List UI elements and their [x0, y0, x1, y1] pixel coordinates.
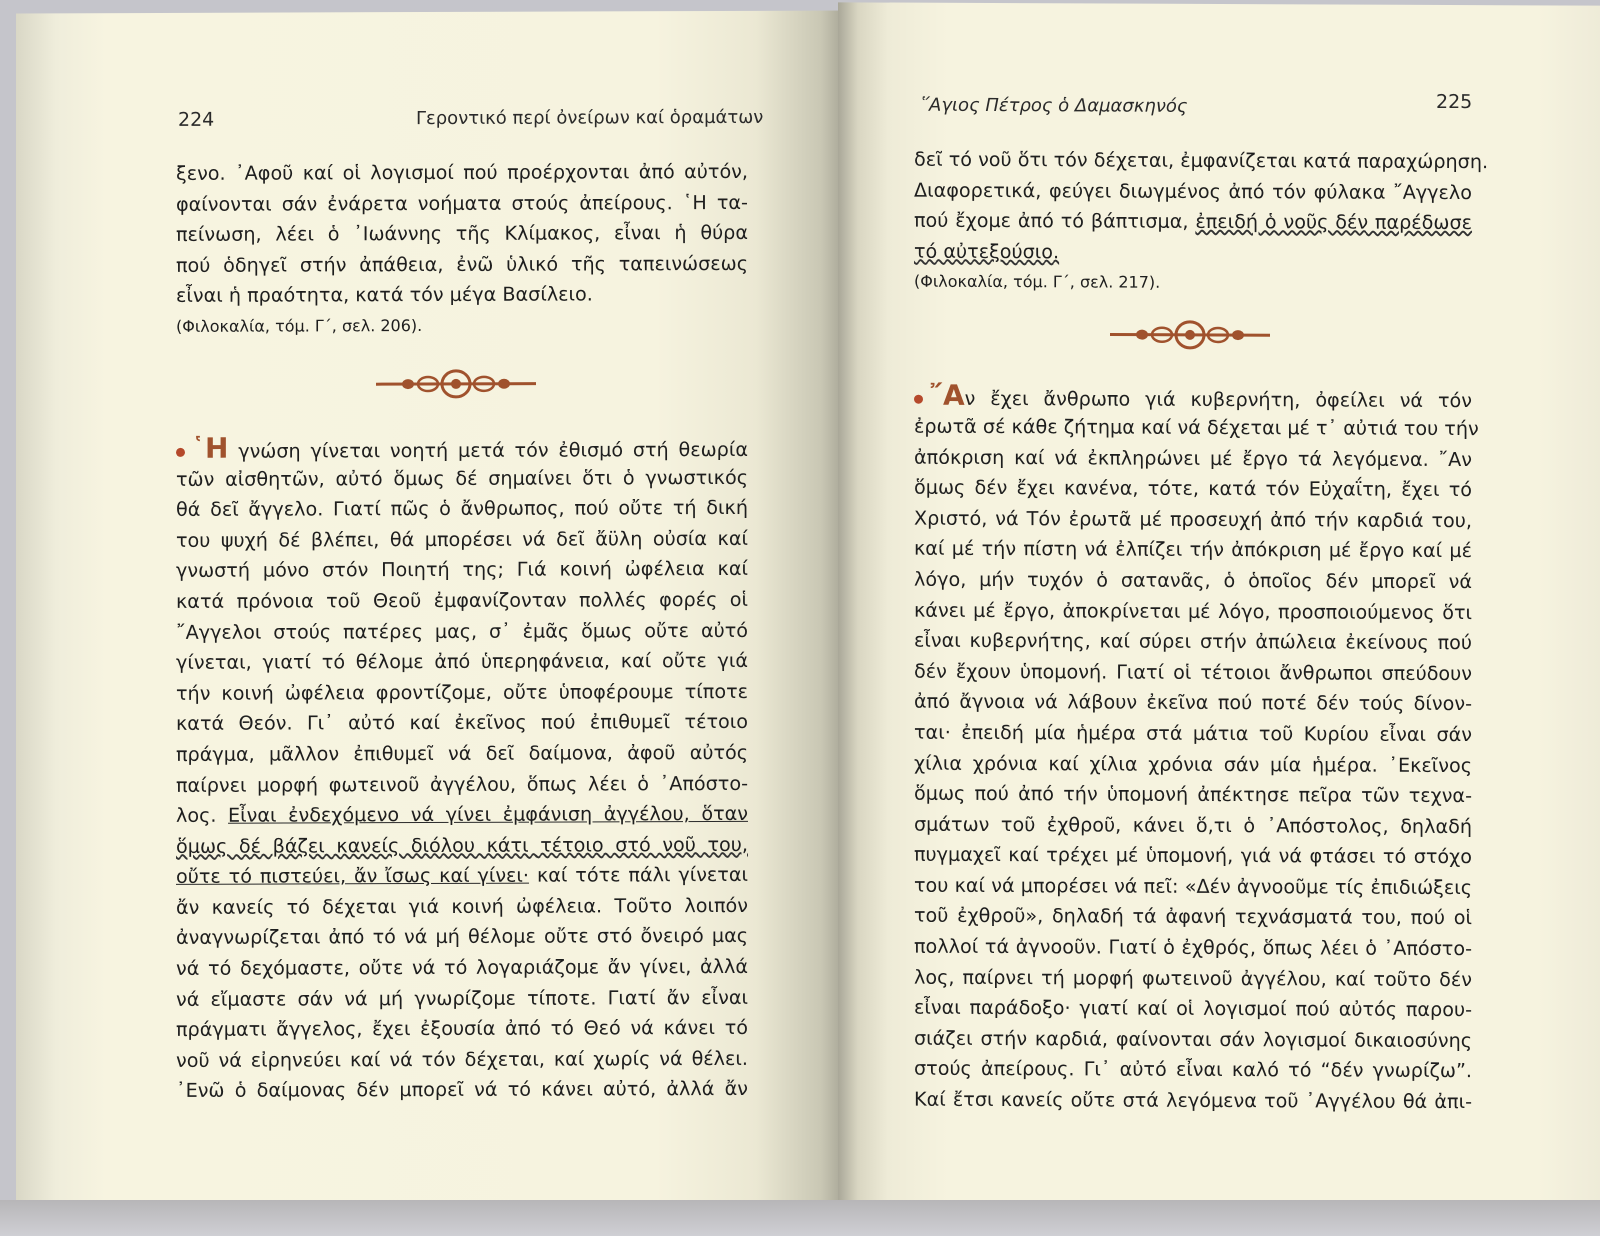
decorative-ornament-icon: [1110, 318, 1270, 353]
text-line: νοῦ νά εἰρηνεύει καί νά τόν δέχεται, καί χωρίς νά θέλει.: [176, 1046, 748, 1072]
bullet-icon: [914, 395, 923, 404]
left-running-head: Γεροντικό περί ὀνείρων καί ὁραμάτων: [416, 106, 764, 130]
text-line: πράγμα, μᾶλλον ἐπιθυμεῖ νά δεῖ δαίμονα, ἀφοῦ αὐτός: [176, 740, 748, 766]
text-line: γίνεται, γιατί τό θέλομε ἀπό ὑπερηφάνεια, καί οὔτε γιά: [176, 649, 748, 675]
text-line: τοῦ ἐχθροῦ», δηλαδή τά ἀφανή τεχνάσματά του, πού οἱ: [914, 904, 1472, 930]
text-line: λος, παίρνει τή μορφή φωτεινοῦ ἀγγέλου, καί τοῦτο δέν: [914, 965, 1472, 991]
initial-letter: ῎Α: [929, 379, 965, 413]
left-text-block: [176, 157, 748, 1107]
text-line: λόγο, μήν τυχόν ὁ σατανᾶς, ὁ ὁποῖος δέν μπορεῖ νά: [914, 567, 1472, 594]
underlined-text: οὔτε τό πιστεύει, ἄν ἴσως καί γίνει·: [176, 863, 530, 889]
text-line: δέν ἔχουν ὑπομονή. Γιατί οἱ τέτοιοι ἄνθρωποι σπεύδουν: [914, 659, 1472, 685]
text-line: ἀπόκριση καί νά ἐκπληρώνει μέ ἔργο τά λεγόμενα. ῎Αν: [914, 445, 1472, 471]
text-line: ξενο. ᾿Αφοῦ καί οἱ λογισμοί πού προέρχονται ἀπό αὐτόν,: [176, 159, 748, 185]
text-line: [176, 830, 748, 863]
text-line: νά τό δεχόμαστε, οὔτε νά τό λογαριάζομε ἄν γίνει, ἀλλά: [176, 954, 748, 980]
decorative-ornament-icon: [376, 367, 536, 402]
text-line: πράγματι ἄγγελος, ἔχει ἐξουσία ἀπό τό Θεό νά κάνει τό: [176, 1016, 748, 1042]
text-line: χίλια χρόνια καί χίλια χρόνια σάν μία ἡμέρα. ᾿Εκεῖνος: [914, 751, 1472, 777]
text-line: θά δεῖ ἄγγελο. Γιατί πῶς ὁ ἄνθρωπος, πού οὔτε τή δική: [176, 496, 748, 522]
ornament-spacer: [914, 297, 1472, 383]
text-line: ἀναγνωρίζεται ἀπό τό νά μή θέλομε οὔτε στό ὄνειρό μας: [176, 924, 748, 950]
text-line: ἐρωτᾶ σέ κάθε ζήτημα καί νά δέχεται μέ τ᾿ αὐτιά του τήν: [914, 414, 1479, 441]
text-line: παίρνει μορφή φωτεινοῦ ἀγγέλου, ὅπως λέει ὁ ᾿Απόστο-: [176, 771, 748, 797]
text-line: πείνωση, λέει ὁ ᾿Ιωάννης τῆς Κλίμακος, εἶναι ἡ θύρα: [176, 221, 748, 247]
text-line: νά εἴμαστε σάν νά μή γνωρίζομε τίποτε. Γιατί ἄν εἶναι: [176, 985, 748, 1011]
text-line: τῶν αἰσθητῶν, αὐτό ὅμως δέ σημαίνει ὅτι ὁ γνωστικός: [176, 465, 748, 491]
underlined-text: ἐπειδή ὁ νοῦς δέν παρέδωσε: [1195, 210, 1473, 235]
text-line: του ψυχή δέ βλέπει, θά μπορέσει νά δεῖ ἄϋλη οὐσία καί: [176, 526, 748, 552]
text-line: του καί νά μπορέσει νά πεῖ: «Δέν ἀγνοοῦμε τίς ἐπιδιώξεις: [914, 873, 1472, 899]
text-line: ᾿Ενῶ ὁ δαίμονας δέν μπορεῖ νά τό κάνει αὐτό, ἀλλά ἄν: [176, 1077, 748, 1103]
text-line: Χριστό, νά Τόν ἐρωτᾶ μέ προσευχή ἀπό τήν καρδιά του,: [914, 506, 1472, 532]
text-line: Διαφορετικά, φεύγει διωγμένος ἀπό τόν φύλακα ῎Αγγελο: [914, 178, 1472, 204]
text-line: πυγμαχεῖ καί τρέχει μέ ὑπομονή, γιά νά φτάσει τό στόχο: [914, 842, 1472, 869]
right-text-block: [914, 145, 1489, 1118]
text-line: κατά Θεόν. Γι᾿ αὐτό καί ἐκεῖνος πού ἐπιθυμεῖ τέτοιο: [176, 710, 748, 736]
text-line: ὅμως πού ἀπό τήν ὑπομονή ἀπέκτησε πεῖρα τῶν τεχνα-: [914, 781, 1472, 808]
underlined-text: Εἶναι ἐνδεχόμενο νά γίνει ἐμφάνιση ἀγγέλου, ὅταν: [228, 801, 748, 827]
left-page-number: 224: [178, 108, 215, 131]
text-line: Καί ἔτσι κανείς οὔτε στά λεγόμενα τοῦ ᾿Αγγέλου θά ἀπι-: [914, 1087, 1472, 1114]
initial-letter: ῾Η: [191, 431, 229, 465]
text-line: ῎Αγγελοι στούς πατέρες μας, σ᾿ ἐμᾶς ὅμως οὔτε αὐτό: [176, 618, 748, 644]
ornament-spacer: [176, 340, 748, 434]
text-line: πού ἔχομε ἀπό τό βάπτισμα, ἐπειδή ὁ νοῦς δέν παρέδωσε: [914, 208, 1473, 235]
text-line: πού ὁδηγεῖ στήν ἀπάθεια, ἐνῶ ὑλικό τῆς ταπεινώσεως: [176, 251, 748, 277]
text-line: εἶναι κυβερνήτης, καί σύρει στήν ἀπώλεια ἐκείνους πού: [914, 628, 1472, 655]
text-line: ῎Αν ἔχει ἄνθρωπο γιά κυβερνήτη, ὀφείλει νά τόν: [914, 381, 1472, 414]
right-page: [838, 2, 1600, 1210]
text-line: τήν κοινή ὠφέλεια φροντίζομε, οὔτε ὑποφέρουμε τίποτε: [176, 679, 748, 705]
text-line: κάνει μέ ἔργο, ἀποκρίνεται μέ λόγο, προσποιούμενος ὅτι: [914, 598, 1472, 624]
text-line: λος. Εἶναι ἐνδεχόμενο νά γίνει ἐμφάνιση ἀγγέλου, ὅταν: [176, 801, 748, 827]
text-line: οὔτε τό πιστεύει, ἄν ἴσως καί γίνει· καί τότε πάλι γίνεται: [176, 863, 748, 889]
text-line: ἄν κανείς τό δέχεται γιά κοινή ὠφέλεια. Τοῦτο λοιπόν: [176, 893, 748, 919]
source-citation: (Φιλοκαλία, τόμ. Γ΄, σελ. 217).: [914, 272, 1161, 293]
text-line: [914, 236, 1472, 269]
text-line: φαίνονται σάν ἐνάρετα νοήματα στούς ἀπείρους. ῾Η τα-: [176, 190, 748, 216]
text-line: εἶναι παράδοξο· γιατί καί οἱ λογισμοί πού αὐτός παρου-: [914, 995, 1472, 1022]
bullet-icon: [176, 448, 185, 457]
text-line: στούς ἀπείρους. Γι᾿ αὐτό εἶναι καλό τό “δέν γνωρίζω”.: [914, 1057, 1472, 1083]
right-page-number: 225: [1436, 90, 1473, 114]
text-line: γνωστή μόνο στόν Ποιητή της; Γιά κοινή ὠφέλεια καί: [176, 557, 748, 583]
underlined-text: ὅμως δέ βάζει κανείς διόλου κάτι τέτοιο στό νοῦ του,: [176, 832, 748, 858]
underlined-text: τό αὐτεξούσιο.: [914, 239, 1060, 264]
text-line: εἶναι ἡ πραότητα, κατά τόν μέγα Βασίλειο.: [176, 282, 593, 308]
scan-bottom-edge: [0, 1200, 1600, 1236]
text-line: δεῖ τό νοῦ ὅτι τόν δέχεται, ἐμφανίζεται κατά παραχώρηση.: [914, 147, 1489, 174]
text-line: πολλοί τά ἀγνοοῦν. Γιατί ὁ ἐχθρός, ὅπως λέει ὁ ᾿Απόστο-: [914, 934, 1472, 961]
text-line: σιάζει στήν καρδιά, φαίνονται σάν λογισμοί δικαιοσύνης: [914, 1026, 1472, 1052]
text-line: ῾Η γνώση γίνεται νοητή μετά τόν ἐθισμό στή θεωρία: [176, 432, 748, 465]
left-page: [16, 11, 852, 1204]
text-line: ἀπό ἄγνοια νά λάβουν ἐκεῖνα πού ποτέ δέν τούς δίνον-: [914, 689, 1472, 716]
text-line: κατά πρόνοια τοῦ Θεοῦ ἐμφανίζονταν πολλές φορές οἱ: [176, 587, 748, 613]
right-running-head: ῞Αγιος Πέτρος ὁ Δαμασκηνός: [920, 94, 1188, 117]
text-line: σμάτων τοῦ ἐχθροῦ, κάνει ὅ,τι ὁ ᾿Απόστολος, δηλαδή: [914, 812, 1472, 838]
text-line: ται· ἐπειδή μία ἡμέρα στά μάτια τοῦ Κυρίου εἶναι σάν: [914, 720, 1472, 747]
text-line: καί μέ τήν πίστη νά ἐλπίζει τήν ἀπόκριση μέ ἔργο καί μέ: [914, 537, 1472, 563]
text-line: ὅμως δέν ἔχει κανένα, τότε, κατά τόν Εὐχαΐτη, ἔχει τό: [914, 475, 1472, 502]
source-citation: (Φιλοκαλία, τόμ. Γ΄, σελ. 206).: [176, 316, 423, 336]
